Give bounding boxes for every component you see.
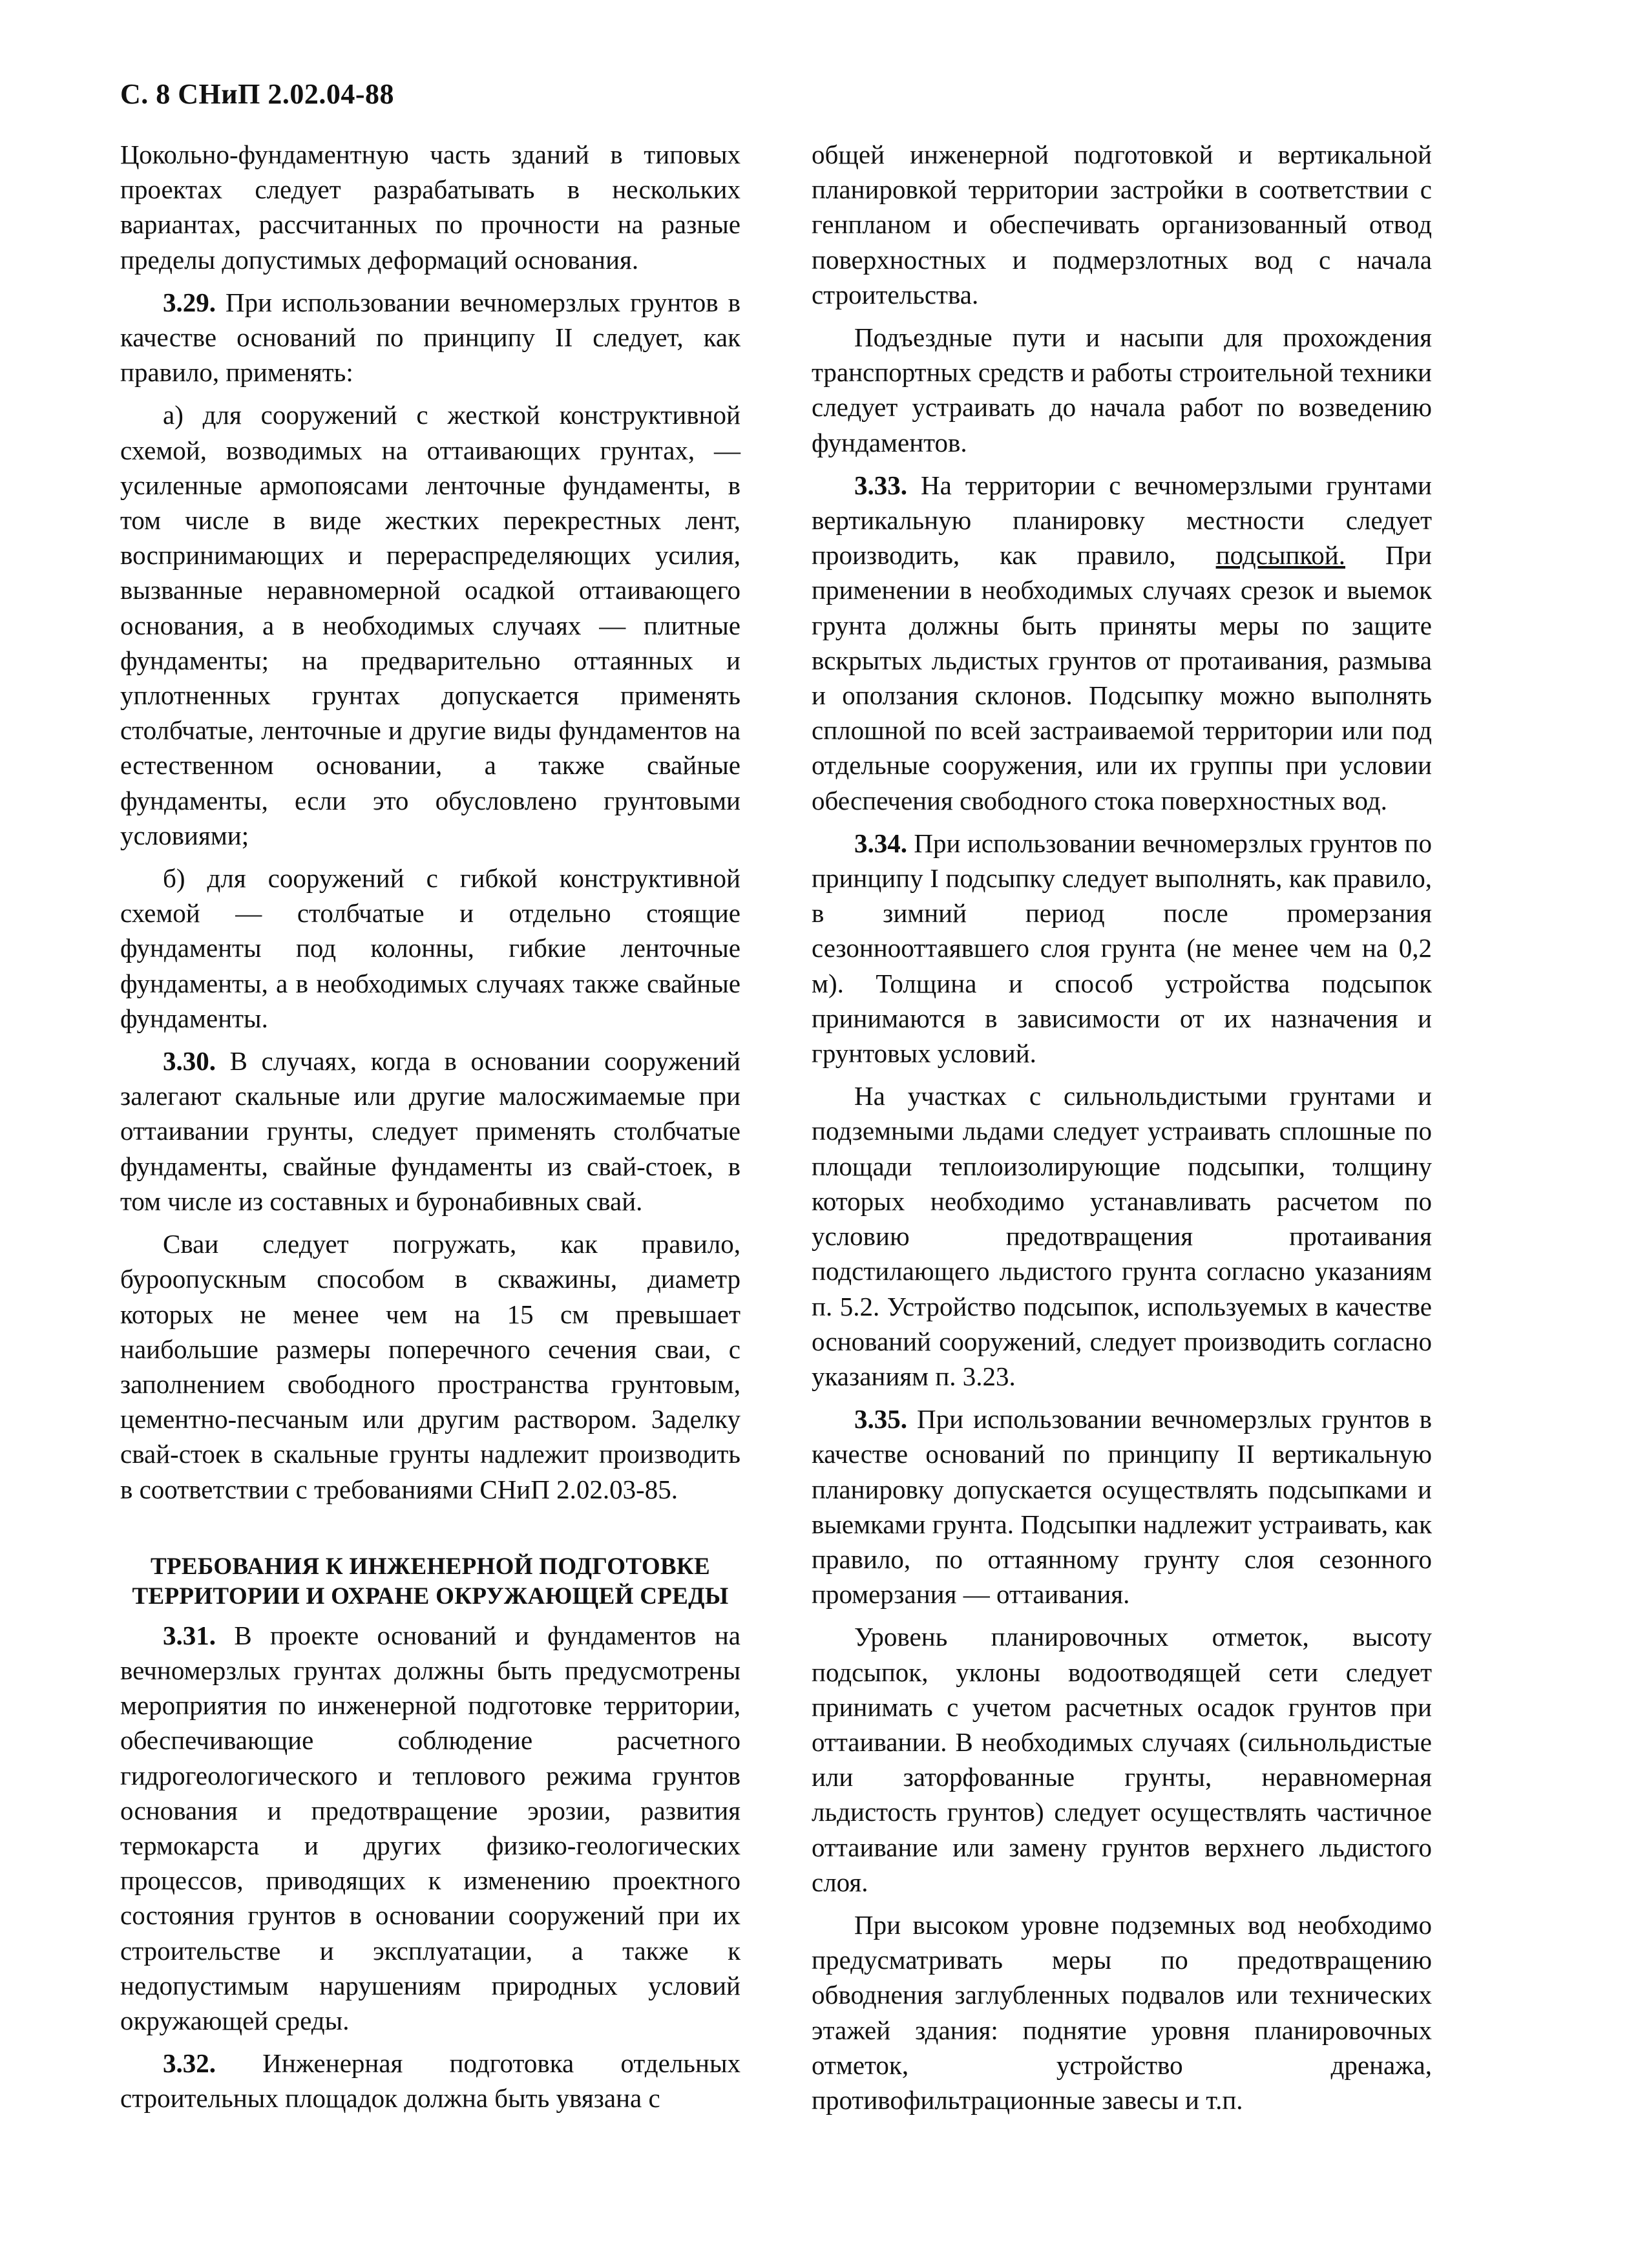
paragraph-ice-soils: На участках с сильнольдистыми грунтами и подземными льдами следует устраивать сплошные по площади теплоизолирующие подсыпки, толщину которых необходимо устанавливать расчетом по условию предотвращения протаивания подстилающего льдистого грунта согласно указаниям п. 5.2. Устройство подсыпок, используемых в качестве оснований сооружений, следует производить согласно указаниям п. 3.23. — [812, 1081, 1432, 1391]
clause-3-31 — [120, 1618, 740, 2038]
running-head: С. 8 СНиП 2.02.04-88 — [120, 78, 395, 110]
list-item-b: б) для сооружений с гибкой конструктивной схемой — столбчатые и отдельно стоящие фундаменты под колонны, гибкие ленточные фундаменты, а в необходимых случаях также свайные фундаменты. — [120, 863, 740, 1033]
clause-3-33 — [812, 468, 1432, 818]
list-item-a: а) для сооружений с жесткой конструктивной схемой, возводимых на оттаивающих грунтах, — усиленные армопоясами ленточные фундаменты, в том числе в виде жестких перекрестных лент, воспринимающих и перераспределяющих усилия, вызванные неравномерной осадкой оттаивающего основания, а в необходимых случаях — плитные фундаменты; на предварительно оттаянных и уплотненных грунтах допускается применять столбчатые, ленточные и другие виды фундаментов на естественном основании, а также свайные фундаменты, если это обусловлено грунтовыми условиями; — [120, 400, 740, 850]
clause-number: 3.31. — [163, 1620, 216, 1650]
right-column — [812, 137, 1432, 2125]
clause-number: 3.34. — [854, 828, 907, 858]
clause-text: При использовании вечномерзлых грунтов по принципу I подсыпку следует выполнять, как правило, в зимний период после промерзания сезоннооттаявшего слоя грунта (не менее чем на 0,2 м). Толщина и способ устройства подсыпок принимаются в зависимости от их назначения и грунтовых условий. — [812, 828, 1432, 1069]
paragraph-planning-levels: Уровень планировочных отметок, высоту подсыпок, уклоны водоотводящей сети следует принимать с учетом расчетных осадок грунтов при оттаивании. В необходимых случаях (сильнольдистые или заторфованные грунты, неравномерная льдистость грунтов) следует осуществлять частичное оттаивание или замену грунтов верхнего льдистого слоя. — [812, 1622, 1432, 1897]
clause-number: 3.30. — [163, 1046, 216, 1076]
paragraph-groundwater: При высоком уровне подземных вод необходимо предусматривать меры по предотвращению обводнения заглубленных подвалов или технических этажей здания: поднятие уровня планировочных отметок, устройство дренажа, противофильтрационные завесы и т.п. — [812, 1909, 1432, 2115]
paragraph-piles: Сваи следует погружать, как правило, буроопускным способом в скважины, диаметр которых не менее чем на 15 см превышает наибольшие размеры поперечного сечения сваи, с заполнением свободного пространства грунтовым, цементно-песчаным или другим раствором. Заделку свай-стоек в скальные грунты надлежит производить в соответствии с требованиями СНиП 2.02.03-85. — [120, 1229, 740, 1504]
clause-text: Инженерная подготовка отдельных строительных площадок должна быть увязана с — [120, 2048, 740, 2114]
clause-text: При использовании вечномерзлых грунтов в качестве оснований по принципу II следует, как правило, применять: — [120, 287, 740, 388]
paragraph-access-roads: Подъездные пути и насыпи для прохождения транспортных средств и работы строительной техники следует устраивать до начала работ по возведению фундаментов. — [812, 322, 1432, 457]
clause-text: На территории с вечномерзлыми грунтами вертикальную планировку местности следует производить, как правило, — [812, 470, 1432, 571]
clause-text: В случаях, когда в основании сооружений залегают скальные или другие малосжимаемые при оттаивании грунты, следует применять столбчатые фундаменты, свайные фундаменты из свай-стоек, в том числе из составных и буронабивных свай. — [120, 1046, 740, 1216]
clause-text: В проекте оснований и фундаментов на вечномерзлых грунтах должны быть предусмотрены мероприятия по инженерной подготовке территории, обеспечивающие соблюдение расчетного гидрогеологического и теплового режима грунтов основания и предотвращение эрозии, развития термокарста и других физико-геологических процессов, приводящих к изменению проектного состояния грунтов в основании сооружений при их строительстве и эксплуатации, а также к недопустимым нарушениям природных условий окружающей среды. — [120, 1620, 740, 2035]
left-column — [120, 137, 740, 2124]
clause-number: 3.35. — [854, 1404, 907, 1434]
clause-number: 3.29. — [163, 287, 216, 317]
section-heading — [120, 1552, 740, 1612]
section-heading-line: ТЕРРИТОРИИ И ОХРАНЕ ОКРУЖАЮЩЕЙ СРЕДЫ — [132, 1582, 729, 1610]
clause-text: При применении в необходимых случаях срезок и выемок грунта должны быть приняты меры по защите вскрытых льдистых грунтов от протаивания, размыва и оползания склонов. Подсыпку можно выполнять сплошной по всей застраиваемой территории или под отдельные сооружения, или их группы при условии обеспечения свободного стока поверхностных вод. — [812, 540, 1432, 815]
clause-number: 3.32. — [163, 2048, 216, 2079]
clause-number: 3.33. — [854, 470, 907, 500]
clause-3-29 — [120, 285, 740, 390]
clause-3-34 — [812, 826, 1432, 1071]
clause-3-35 — [812, 1402, 1432, 1612]
paragraph-continuation: Цокольно-фундаментную часть зданий в типовых проектах следует разрабатывать в нескольких вариантах, рассчитанных по прочности на разные пределы допустимых деформаций основания. — [120, 140, 740, 275]
clause-3-30 — [120, 1044, 740, 1219]
section-heading-line: ТРЕБОВАНИЯ К ИНЖЕНЕРНОЙ ПОДГОТОВКЕ — [150, 1553, 711, 1580]
paragraph-continuation: общей инженерной подготовкой и вертикальной планировкой территории застройки в соответствии с генпланом и обеспечивать организованный отвод поверхностных и подмерзлотных вод с начала строительства. — [812, 140, 1432, 310]
clause-text: При использовании вечномерзлых грунтов в качестве оснований по принципу II вертикальную планировку допускается осуществлять подсыпками и выемками грунта. Подсыпки надлежит устраивать, как правило, по оттаянному грунту слоя сезонного промерзания — оттаивания. — [812, 1404, 1432, 1610]
underlined-term: подсыпкой. — [1215, 540, 1345, 571]
clause-3-32 — [120, 2046, 740, 2116]
